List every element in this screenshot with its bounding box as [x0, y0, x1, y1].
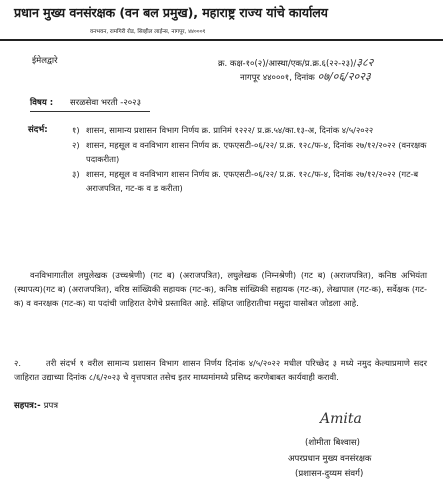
subject-underline: [30, 111, 150, 112]
body-paragraph-2: [14, 356, 427, 384]
reference-number-label: १): [72, 125, 80, 135]
place-date-prefix: नागपूर ४४०००१, दिनांक: [240, 73, 315, 83]
enclosure-text: प्रपत्र: [43, 401, 59, 411]
reference-item: [72, 168, 427, 195]
enclosure-line: [14, 400, 58, 411]
place-and-date: [240, 69, 371, 84]
paragraph-2-text: तरी संदर्भ १ वरील सामान्य प्रशासन विभाग शासन निर्णय दिनांक ४/५/२०२२ मधील परिच्छेद ३ मध्ये नमुद केल्याप्रमाणे सदर जाहिरात उद्याच्या दिनांक ८/६/२०२३ चे वृत्तपत्रात तसेच इतर माध्यमांमध्ये प्रसिध्द करणेबाबत कार्यवाही करावी.: [14, 358, 427, 382]
handwritten-outward-number: ३८२: [356, 56, 374, 69]
subject-label: विषय :: [30, 98, 54, 108]
references-label: संदर्भ:: [28, 125, 48, 135]
reference-text: शासन, सामान्य प्रशासन विभाग निर्णय क्र. प्रानिमं १२२२/ प्र.क्र.५४/का.१३-अ, दिनांक ४/५/२०२२: [86, 125, 374, 135]
reference-text: शासन, महसूल व वनविभाग शासन निर्णय क्र. एफएसटी-०६/२२/ प्र.क्र. १२८/फ-४, दिनांक २७/१२/२०२२ (गट-ब अराजपत्रित, गट-क व ड करीता): [86, 169, 419, 193]
signature: Amita: [320, 411, 362, 427]
email-label: ईमेलद्वारे: [32, 56, 58, 66]
signatory-cadre: (प्रशासन-दुय्यम संवर्ग): [295, 469, 364, 479]
reference-number-label: ३): [72, 169, 80, 180]
references-list: [72, 124, 427, 197]
office-address: वनभवन, रामगिरी रोड, सिव्हील लाईन्स, नागपूर, ४४०००१: [90, 29, 206, 35]
reference-item: [72, 124, 427, 137]
body-paragraph-1: वनविभागातील लघुलेखक (उच्चश्रेणी) (गट ब) (अराजपत्रित), लघुलेखक (निम्नश्रेणी) (गट ब) (अराजपत्रित), कनिष्ठ अभियंता (स्थापत्य)(गट ब) (अराजपत्रित), वरिष्ठ सांख्यिकी सहायक (गट-क), कनिष्ठ सांख्यिकी सहायक (गट-क), लेखापाल (गट-क), सर्वेक्षक (गट-क) व वनरक्षक (गट-क) या पदांची जाहिरात देणेचे प्रस्तावित आहे. संक्षिप्त जाहिरातीचा मसुदा यासोबत जोडला आहे.: [14, 270, 427, 308]
signatory-name: (शोमीता बिश्वास): [305, 438, 360, 448]
handwritten-date: ०७/०६/२०२३: [317, 70, 371, 83]
subject-text: सरळसेवा भरती -२०२३: [70, 98, 142, 108]
office-title: प्रधान मुख्य वनसंरक्षक (वन बल प्रमुख), महाराष्ट्र राज्य यांचे कार्यालय: [14, 5, 328, 20]
reference-text: शासन, महसूल व वनविभाग शासन निर्णय क्र. एफएसटी-०६/२२/ प्र.क्र. १२८/फ-४, दिनांक २७/१२/२०२२ (वनरक्षक पदाकरीता): [86, 140, 427, 164]
header-divider: [0, 39, 443, 41]
reference-number-label: २): [72, 140, 80, 151]
reference-number: [218, 55, 373, 70]
reference-item: [72, 139, 427, 166]
paragraph-number: २.: [14, 358, 21, 368]
enclosure-label: सहपत्र:-: [14, 401, 41, 411]
reference-number-prefix: क्र. कक्ष-१०(२)/आस्था/एक/प्र.क्र.६(२२-२३)/: [218, 59, 357, 69]
signatory-designation: अपरप्रधान मुख्य वनसंरक्षक: [288, 454, 372, 464]
